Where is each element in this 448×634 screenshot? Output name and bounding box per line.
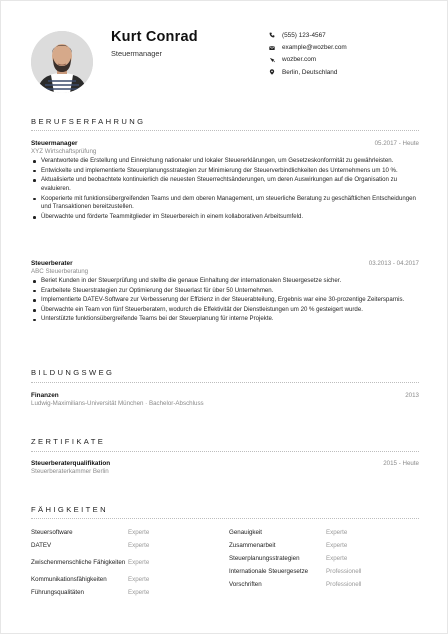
section-divider — [31, 518, 419, 519]
achievement-item: Implementierte DATEV-Software zur Verbesserung der Effizienz in der Steuerabteilung, Ergebnis war eine 30-prozentige Zeitersparnis. — [31, 296, 419, 305]
skill-level: Professionell — [326, 568, 362, 575]
skill-name: Zusammenarbeit — [229, 541, 276, 549]
job-date: 03.2013 - 04.2017 — [368, 260, 419, 267]
skill-name: Vorschriften — [229, 580, 262, 588]
certificate-title: Steuerberaterqualifikation — [31, 460, 111, 467]
achievement-item: Aktualisierte und beobachtete kontinuierlich die neuesten Steuerrechtsänderungen, um deren Auswirkungen auf die Organisation zu evaluieren. — [31, 176, 419, 194]
job-title: Steuermanager — [31, 140, 78, 147]
certificate-date: 2015 - Heute — [383, 460, 419, 467]
contact-location — [269, 66, 439, 78]
achievement-list — [31, 157, 419, 222]
job-date: 05.2017 - Heute — [374, 140, 419, 147]
contact-website-text[interactable]: wozber.com — [282, 56, 317, 64]
section-divider — [31, 130, 419, 131]
candidate-name: Kurt Conrad — [111, 29, 198, 45]
skill-name: DATEV — [31, 541, 52, 549]
skill-name: Zwischenmenschliche Fähigkeiten — [31, 558, 126, 566]
achievement-item: Kooperierte mit funktionsübergreifenden Teams und dem oberen Management, um steuerliche Beratung zu geschäftlichen Entscheidungen und Transaktionen bereitzustellen. — [31, 195, 419, 213]
contact-email[interactable] — [269, 41, 439, 53]
link-icon — [269, 57, 282, 63]
degree-field: Finanzen — [31, 392, 59, 399]
skill-level: Experte — [128, 542, 150, 549]
mail-icon — [269, 45, 282, 51]
section-title-education: BILDUNGSWEG — [31, 368, 115, 377]
skill-name: Genauigkeit — [229, 528, 263, 536]
profile-photo — [31, 31, 93, 93]
skills-column-right — [229, 526, 419, 591]
skill-item — [31, 573, 221, 586]
contact-website[interactable] — [269, 54, 439, 66]
skill-item — [229, 526, 419, 539]
avatar-illustration — [31, 31, 93, 93]
achievement-item: Verantwortete die Erstellung und Einreichung nationaler und lokaler Steuererklärungen, um Gesetzeskonformität zu gewährleisten. — [31, 157, 419, 166]
skill-name: Steuersoftware — [31, 528, 73, 536]
section-title-certificates: ZERTIFIKATE — [31, 437, 106, 446]
skill-name: Internationale Steuergesetze — [229, 567, 309, 575]
skill-item — [229, 578, 419, 591]
certificate-entry — [31, 460, 419, 475]
experience-entry-2 — [31, 260, 419, 325]
experience-entry-1 — [31, 140, 419, 223]
skill-level: Experte — [128, 559, 150, 566]
company-name: XYZ Wirtschaftsprüfung — [31, 148, 97, 155]
school-name: Ludwig-Maximilians-Universität München · Bachelor-Abschluss — [31, 400, 204, 407]
skill-item — [229, 539, 419, 552]
skill-level: Experte — [128, 589, 150, 596]
entry-header — [31, 392, 419, 399]
section-title-experience: BERUFSERFAHRUNG — [31, 117, 146, 126]
skill-level: Experte — [326, 529, 348, 536]
skill-item — [31, 526, 221, 539]
skill-name: Kommunikationsfähigkeiten — [31, 575, 107, 583]
location-pin-icon — [269, 69, 282, 75]
skill-item — [229, 565, 419, 578]
skill-name: Führungsqualitäten — [31, 588, 84, 596]
achievement-item: Beriet Kunden in der Steuerprüfung und stellte die genaue Einhaltung der internationalen Steuergesetze sicher. — [31, 277, 419, 286]
contact-email-text[interactable]: example@wozber.com — [282, 44, 347, 52]
section-divider — [31, 451, 419, 452]
skill-item — [31, 539, 221, 552]
section-title-skills: FÄHIGKEITEN — [31, 505, 109, 514]
achievement-item: Erarbeitete Steuerstrategien zur Optimierung der Steuerlast für über 50 Unternehmen. — [31, 287, 419, 296]
phone-icon — [269, 32, 282, 38]
skill-item — [31, 586, 221, 599]
entry-header — [31, 140, 419, 147]
skills-column-left — [31, 526, 221, 599]
company-name: ABC Steuerberatung — [31, 268, 89, 275]
contact-list — [269, 29, 439, 79]
certificate-issuer: Steuerberaterkammer Berlin — [31, 468, 109, 475]
achievement-item: Überwachte und förderte Teammitglieder im Steuerbereich in einem kollaborativen Arbeitsumfeld. — [31, 213, 419, 222]
skill-level: Experte — [128, 576, 150, 583]
contact-phone — [269, 29, 439, 41]
skill-name: Steuerplanungsstrategien — [229, 554, 300, 562]
skill-level: Professionell — [326, 581, 362, 588]
section-divider — [31, 382, 419, 383]
job-title: Steuerberater — [31, 260, 73, 267]
education-entry — [31, 392, 419, 407]
education-date: 2013 — [405, 392, 419, 399]
achievement-item: Unterstützte funktionsübergreifende Teams bei der Steuerplanung für interne Projekte. — [31, 315, 419, 324]
contact-phone-text: (555) 123-4567 — [282, 31, 326, 39]
achievement-list — [31, 277, 419, 324]
entry-header — [31, 460, 419, 467]
candidate-job-title: Steuermanager — [111, 49, 162, 58]
skill-level: Experte — [326, 555, 348, 562]
skill-item — [31, 552, 221, 573]
skill-level: Experte — [128, 529, 150, 536]
skill-level: Experte — [326, 542, 348, 549]
entry-header — [31, 260, 419, 267]
skill-item — [229, 552, 419, 565]
achievement-item: Entwickelte und implementierte Steuerplanungsstrategien zur Minimierung der Steuerverbindlichkeiten des Unternehmens um 10 %. — [31, 167, 419, 176]
contact-location-text: Berlin, Deutschland — [282, 68, 338, 76]
achievement-item: Überwachte ein Team von fünf Steuerberatern, wodurch die Effektivität der Dienstleistungen um 20 % gesteigert wurde. — [31, 306, 419, 315]
